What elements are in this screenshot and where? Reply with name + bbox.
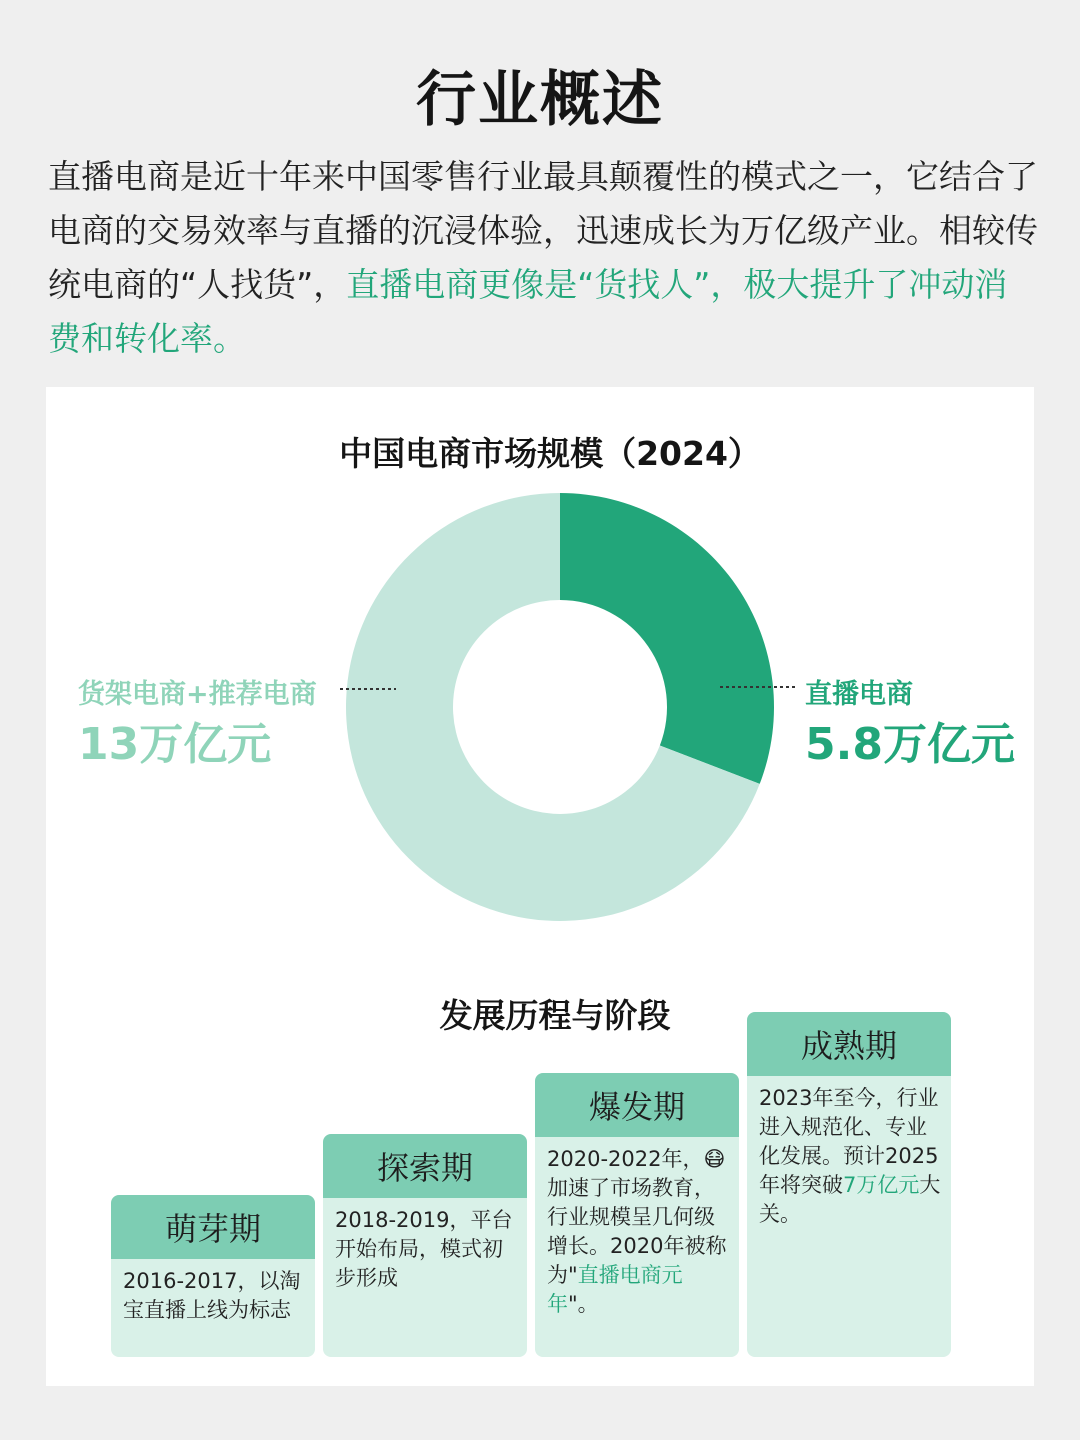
stage-boom [535, 1073, 739, 1357]
stage-name: 爆发期 [535, 1073, 739, 1137]
stage-desc-text: 大关。 [759, 1173, 941, 1226]
stage-desc [535, 1137, 739, 1357]
chart-title: 中国电商市场规模（2024） [339, 434, 761, 473]
intro-text: 直播电商是近十年来中国零售行业最具颠覆性的模式之一，它结合了电商的交易效率与直播的沉浸体验，迅速成长为万亿级产业。相较传统电商的“人找货”， [48, 157, 1038, 304]
slice-label-shelf: 货架电商+推荐电商 [78, 679, 317, 710]
stage-name: 成熟期 [747, 1012, 951, 1076]
stage-desc [747, 1076, 951, 1357]
stage-desc: 2016-2017，以淘宝直播上线为标志 [111, 1259, 315, 1357]
stage-sprout [111, 1195, 315, 1357]
stage-name: 探索期 [323, 1134, 527, 1198]
stage-desc-text: 2020-2022年，😷加速了市场教育，行业规模呈几何级增长。2020年被称为" [547, 1147, 727, 1287]
stage-desc-highlight: 7万亿元 [843, 1173, 920, 1197]
page-title: 行业概述 [416, 65, 664, 135]
intro-highlight: 直播电商更像是“货找人”，极大提升了冲动消费和转化率。 [48, 265, 1008, 358]
stages-title: 发展历程与阶段 [439, 996, 671, 1035]
slice-value-live: 5.8万亿元 [805, 719, 1015, 770]
stage-name: 萌芽期 [111, 1195, 315, 1259]
stage-desc-highlight: 直播电商元年 [547, 1263, 683, 1316]
stage-explore [323, 1134, 527, 1357]
stage-mature [747, 1012, 951, 1357]
intro-paragraph [48, 150, 1038, 366]
slice-value-shelf: 13万亿元 [78, 719, 272, 770]
stage-desc-text: 2023年至今，行业进入规范化、专业化发展。预计2025年将突破 [759, 1086, 939, 1197]
stage-desc-text: "。 [568, 1292, 599, 1316]
slice-label-live: 直播电商 [805, 679, 913, 710]
stage-desc: 2018-2019，平台开始布局，模式初步形成 [323, 1198, 527, 1357]
